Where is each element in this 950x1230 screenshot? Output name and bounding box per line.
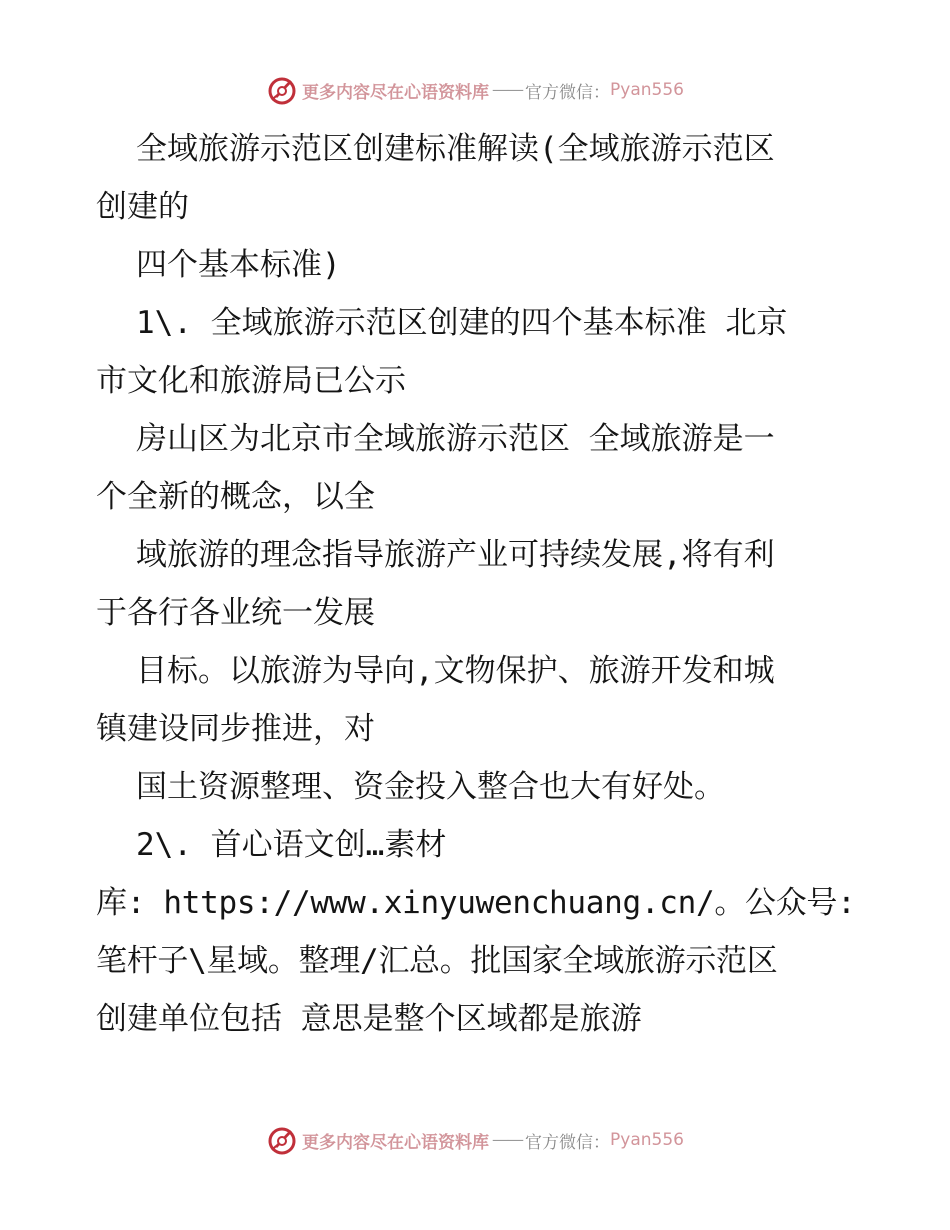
doc-line: 1\. 全域旅游示范区创建的四个基本标准 北京: [136, 305, 788, 341]
doc-line: 目标。以旅游为导向,文物保护、旅游开发和城: [136, 653, 775, 689]
promo-text: 更多内容尽在心语资料库: [302, 1132, 490, 1153]
doc-line: 市文化和旅游局已公示: [96, 363, 406, 399]
doc-line: 房山区为北京市全域旅游示范区 全域旅游是一: [136, 421, 775, 457]
doc-line: 个全新的概念，以全: [96, 479, 375, 515]
header-banner: [0, 70, 950, 110]
doc-line: 库: https://www.xinyuwenchuang.cn/。公众号:: [96, 885, 856, 921]
wechat-label: 官方微信：: [525, 82, 611, 103]
doc-line: 国土资源整理、资金投入整合也大有好处。: [136, 769, 725, 805]
doc-line: 创建的: [96, 189, 189, 225]
doc-line: 域旅游的理念指导旅游产业可持续发展,将有利: [136, 537, 775, 573]
doc-line: 于各行各业统一发展: [96, 595, 375, 631]
wechat-id: Pyan556: [610, 1130, 684, 1150]
doc-line: 笔杆子\星域。整理/汇总。批国家全域旅游示范区: [96, 943, 778, 979]
quill-logo-icon: [266, 74, 298, 106]
doc-line: 2\. 首心语文创…素材: [136, 827, 447, 863]
promo-text: 更多内容尽在心语资料库: [302, 82, 490, 103]
doc-line: 四个基本标准): [136, 247, 341, 283]
banner-dash: ——: [492, 80, 523, 100]
banner-dash: ——: [492, 1130, 523, 1150]
wechat-id: Pyan556: [610, 80, 684, 100]
doc-line: 创建单位包括 意思是整个区域都是旅游: [96, 1001, 642, 1037]
document-body: [96, 120, 856, 1048]
doc-line: 镇建设同步推进，对: [96, 711, 375, 747]
wechat-label: 官方微信：: [525, 1132, 611, 1153]
doc-line: 全域旅游示范区创建标准解读(全域旅游示范区: [136, 131, 775, 167]
footer-banner: [0, 1120, 950, 1160]
quill-logo-icon: [266, 1124, 298, 1156]
